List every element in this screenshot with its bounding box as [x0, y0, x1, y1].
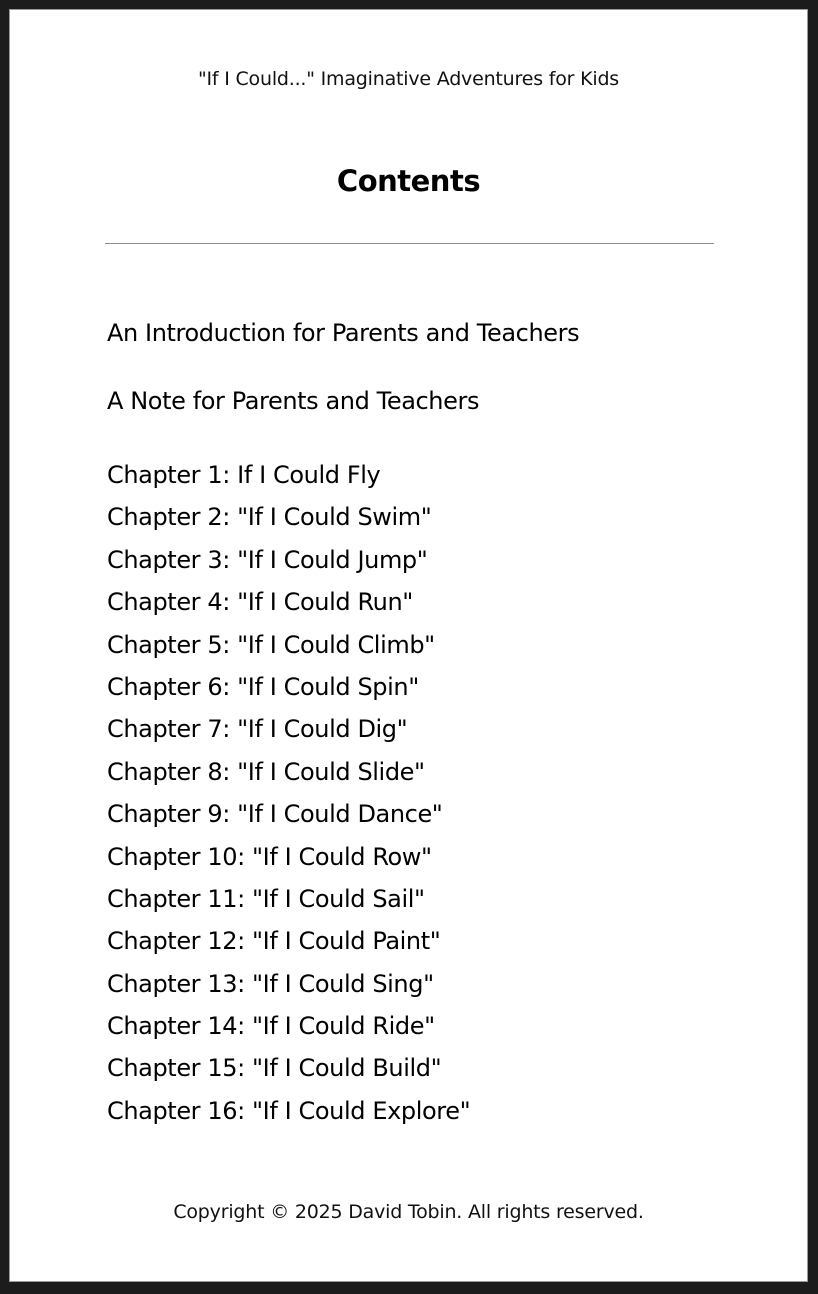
divider — [105, 243, 714, 244]
chapter-entry: Chapter 8: "If I Could Slide" — [107, 757, 425, 786]
chapter-entry: Chapter 1: If I Could Fly — [107, 461, 381, 489]
document-page — [9, 9, 808, 1282]
chapter-entry: Chapter 5: "If I Could Climb" — [107, 630, 435, 659]
toc-entry-note: A Note for Parents and Teachers — [107, 387, 480, 415]
chapter-entry: Chapter 6: "If I Could Spin" — [107, 672, 419, 701]
chapter-entry: Chapter 15: "If I Could Build" — [107, 1054, 442, 1083]
toc-entry-introduction: An Introduction for Parents and Teachers — [107, 319, 580, 347]
chapter-entry: Chapter 3: "If I Could Jump" — [107, 545, 428, 574]
chapter-entry: Chapter 9: "If I Could Dance" — [107, 800, 443, 829]
chapter-entry: Chapter 2: "If I Could Swim" — [107, 503, 432, 532]
contents-heading: Contents — [336, 164, 481, 198]
chapter-entry: Chapter 10: "If I Could Row" — [107, 842, 432, 871]
chapter-entry: Chapter 16: "If I Could Explore" — [107, 1096, 471, 1125]
chapter-list — [107, 454, 470, 1132]
chapter-entry: Chapter 11: "If I Could Sail" — [107, 884, 425, 913]
chapter-entry: Chapter 13: "If I Could Sing" — [107, 969, 434, 998]
copyright-footer: Copyright © 2025 David Tobin. All rights reserved. — [173, 1201, 644, 1223]
book-title-header: "If I Could..." Imaginative Adventures for Kids — [197, 68, 620, 90]
chapter-entry: Chapter 14: "If I Could Ride" — [107, 1012, 435, 1041]
chapter-entry: Chapter 4: "If I Could Run" — [107, 588, 413, 617]
chapter-entry: Chapter 7: "If I Could Dig" — [107, 715, 408, 744]
chapter-entry: Chapter 12: "If I Could Paint" — [107, 927, 441, 956]
